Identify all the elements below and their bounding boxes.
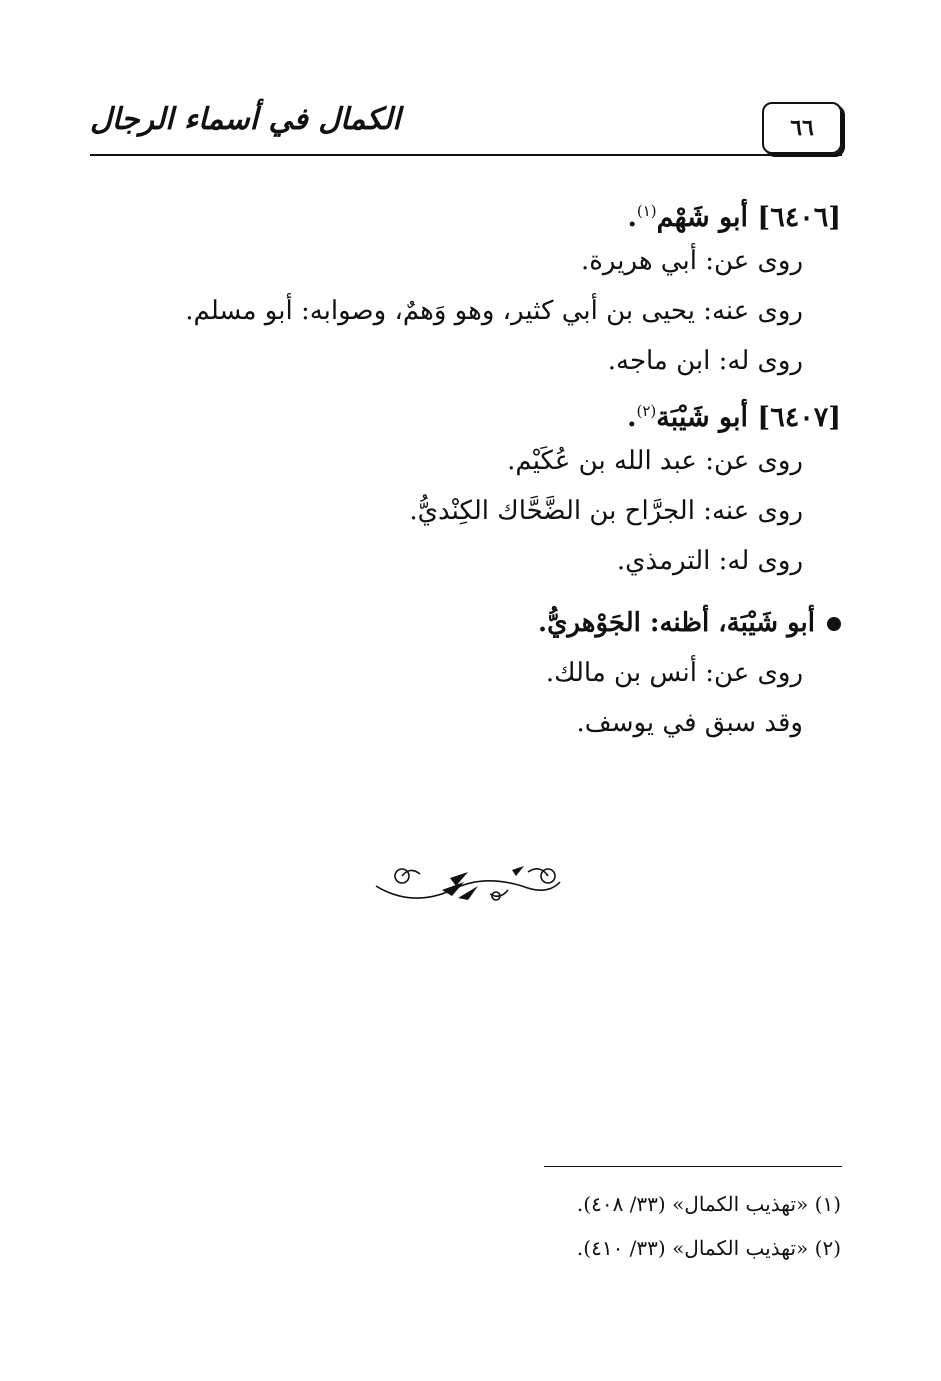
footnote: (٢) «تهذيب الكمال» (٣٣/ ٤١٠). (576, 1236, 841, 1260)
entry-line: روى عنه: يحيى بن أبي كثير، وهو وَهمٌ، وصوابه: أبو مسلم. (185, 296, 803, 326)
entry-line: روى عنه: الجرَّاح بن الضَّحَّاك الكِنْديُّ. (409, 496, 803, 526)
footnote: (١) «تهذيب الكمال» (٣٣/ ٤٠٨). (576, 1192, 841, 1216)
bullet-entry-heading: أبو شَيْبَة، أظنه: الجَوْهريُّ. (136, 598, 841, 648)
entry-line: روى عن: أنس بن مالك. (545, 658, 803, 688)
entry-heading: [٦٤٠٧] أبو شَيْبَة$^{(٢)}$. (627, 402, 841, 433)
page-number: ٦٦ (762, 102, 842, 154)
entry-line: روى عن: أبي هريرة. (581, 246, 803, 276)
ornament-divider-icon (372, 856, 564, 908)
bullet-icon (827, 617, 841, 631)
entry-line: روى له: الترمذي. (616, 546, 803, 576)
entry-line: وقد سبق في يوسف. (576, 708, 803, 738)
footnote-divider (544, 1166, 842, 1167)
entry-heading: [٦٤٠٦] أبو شَهْم$^{(١)}$. (627, 202, 841, 233)
page-body (136, 186, 841, 748)
header-divider (90, 154, 842, 156)
entry-line: روى له: ابن ماجه. (607, 346, 803, 376)
page-header (90, 96, 842, 156)
entry-line: روى عن: عبد الله بن عُكَيْم. (507, 446, 803, 476)
footnotes (341, 1182, 841, 1270)
book-title: الكمال في أسماء الرجال (90, 102, 401, 137)
footnote-ref: (٢) (636, 402, 657, 420)
footnote-ref: (١) (636, 202, 657, 220)
